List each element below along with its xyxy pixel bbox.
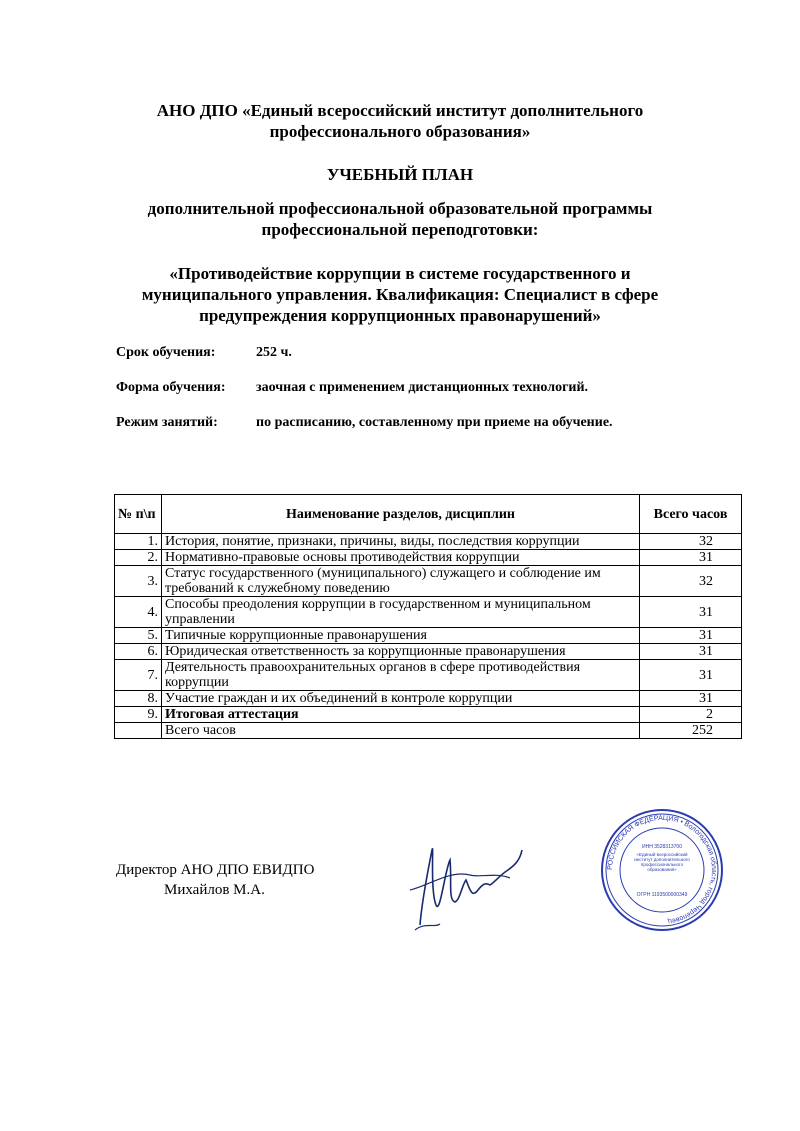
total-hours: 252 bbox=[640, 723, 742, 739]
mode-value: по расписанию, составленному при приеме на обучение. bbox=[256, 415, 613, 430]
mode-row bbox=[116, 415, 613, 431]
table-row bbox=[115, 691, 742, 707]
row-discipline: Типичные коррупционные правонарушения bbox=[162, 628, 640, 644]
org-name: АНО ДПО «Единый всероссийский институт дополнительного профессионального образования» bbox=[156, 101, 644, 141]
director-name: Михайлов М.А. bbox=[164, 882, 265, 898]
row-discipline: Статус государственного (муниципального) служащего и соблюдение им требований к служебному поведению bbox=[162, 566, 640, 597]
row-hours: 31 bbox=[640, 550, 742, 566]
row-discipline: Нормативно-правовые основы противодействия коррупции bbox=[162, 550, 640, 566]
row-discipline: История, понятие, признаки, причины, виды, последствия коррупции bbox=[162, 534, 640, 550]
duration-value: 252 ч. bbox=[256, 345, 292, 360]
row-number: 7. bbox=[115, 660, 162, 691]
row-number: 8. bbox=[115, 691, 162, 707]
row-hours: 31 bbox=[640, 628, 742, 644]
row-discipline: Юридическая ответственность за коррупционные правонарушения bbox=[162, 644, 640, 660]
table-header-row bbox=[115, 495, 742, 534]
row-hours: 32 bbox=[640, 566, 742, 597]
row-discipline: Деятельность правоохранительных органов в сфере противодействия коррупции bbox=[162, 660, 640, 691]
doc-subtitle: дополнительной профессиональной образовательной программы профессиональной переподготовки: bbox=[147, 199, 653, 239]
stamp-ring-text: РОССИЙСКАЯ ФЕДЕРАЦИЯ • Вологодская область, город Череповец bbox=[606, 814, 718, 925]
table-row bbox=[115, 660, 742, 691]
total-row bbox=[115, 723, 742, 739]
table-row bbox=[115, 628, 742, 644]
stamp-inn: ИНН 3528313700 bbox=[641, 844, 683, 850]
program-title: «Противодействие коррупции в системе государственного и муниципального управления. Квалификация: Специалист в сфере предупреждения коррупционных правонарушений» bbox=[141, 264, 659, 325]
handwritten-signature bbox=[400, 830, 540, 940]
total-name: Всего часов bbox=[162, 723, 640, 739]
row-discipline: Участие граждан и их объединений в контроле коррупции bbox=[162, 691, 640, 707]
table-row bbox=[115, 597, 742, 628]
duration-row bbox=[116, 345, 292, 361]
row-hours: 31 bbox=[640, 597, 742, 628]
row-hours: 31 bbox=[640, 691, 742, 707]
form-value: заочная с применением дистанционных технологий. bbox=[256, 380, 589, 395]
director-block bbox=[116, 860, 314, 900]
col-hours-header: Всего часов bbox=[640, 495, 742, 534]
total-num bbox=[115, 723, 162, 739]
row-number: 4. bbox=[115, 597, 162, 628]
row-hours: 32 bbox=[640, 534, 742, 550]
row-number: 6. bbox=[115, 644, 162, 660]
form-row bbox=[116, 380, 589, 396]
table-row bbox=[115, 707, 742, 723]
row-number: 1. bbox=[115, 534, 162, 550]
director-title: Директор АНО ДПО ЕВИДПО bbox=[116, 862, 315, 878]
row-hours: 2 bbox=[640, 707, 742, 723]
stamp-center-text: «Единый всероссийский институт дополнительного профессионального образования» bbox=[634, 852, 690, 872]
table-row bbox=[115, 550, 742, 566]
form-label: Форма обучения: bbox=[116, 380, 226, 395]
row-discipline: Итоговая аттестация bbox=[162, 707, 640, 723]
stamp-ogrn: ОГРН 1193500000349 bbox=[636, 892, 688, 898]
duration-label: Срок обучения: bbox=[116, 345, 216, 360]
row-number: 2. bbox=[115, 550, 162, 566]
row-number: 9. bbox=[115, 707, 162, 723]
row-hours: 31 bbox=[640, 644, 742, 660]
mode-label: Режим занятий: bbox=[116, 415, 218, 430]
row-number: 5. bbox=[115, 628, 162, 644]
table-body bbox=[115, 534, 742, 739]
table-row bbox=[115, 644, 742, 660]
table-row bbox=[115, 566, 742, 597]
row-number: 3. bbox=[115, 566, 162, 597]
curriculum-table bbox=[114, 494, 742, 739]
row-discipline: Способы преодоления коррупции в государственном и муниципальном управлении bbox=[162, 597, 640, 628]
table-row bbox=[115, 534, 742, 550]
official-stamp bbox=[600, 808, 724, 932]
col-name-header: Наименование разделов, дисциплин bbox=[162, 495, 640, 534]
row-hours: 31 bbox=[640, 660, 742, 691]
doc-title: УЧЕБНЫЙ ПЛАН bbox=[326, 165, 474, 184]
col-num-header: № п\п bbox=[115, 495, 162, 534]
